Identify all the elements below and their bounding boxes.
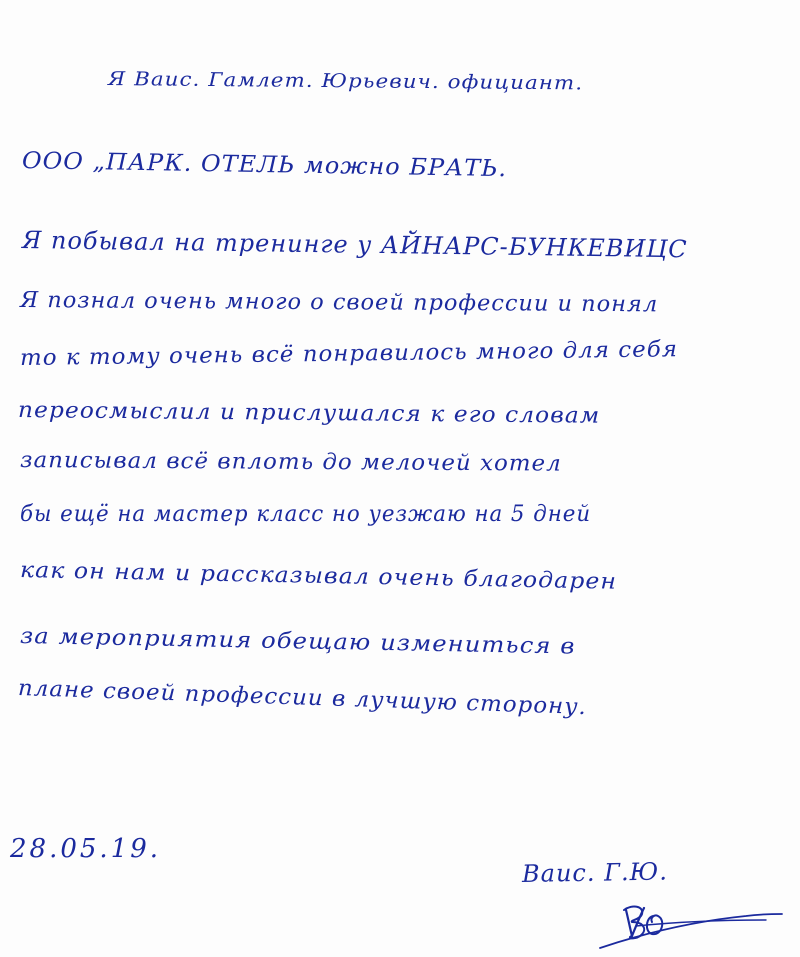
date: 28.05.19. bbox=[10, 834, 162, 864]
body-line: как он нам и рассказывал очень благодарен bbox=[19, 558, 618, 595]
body-line: Я познал очень много о своей профессии и понял bbox=[19, 288, 659, 318]
body-line: переосмыслил и прислушался к его словам bbox=[17, 398, 601, 429]
signature-icon bbox=[596, 892, 786, 952]
header-line-1: Я Ваис. Гамлет. Юрьевич. официант. bbox=[107, 68, 584, 95]
body-line: записывал всё вплоть до мелочей хотел bbox=[19, 448, 562, 477]
body-line: за мероприятия обещаю измениться в bbox=[19, 624, 576, 660]
body-line: бы ещё на мастер класс но уезжаю на 5 дней bbox=[20, 502, 592, 527]
header-line-2: ООО „ПАРК. ОТЕЛЬ можно БРАТЬ. bbox=[21, 148, 508, 183]
body-line: плане своей профессии в лучшую сторону. bbox=[17, 676, 588, 721]
body-line: Я побывал на тренинге у АЙНАРС-БУНКЕВИЦС bbox=[21, 226, 688, 264]
body-line: то к тому очень всё понравилось много для себя bbox=[19, 337, 679, 371]
signoff-name: Ваис. Г.Ю. bbox=[521, 857, 669, 888]
